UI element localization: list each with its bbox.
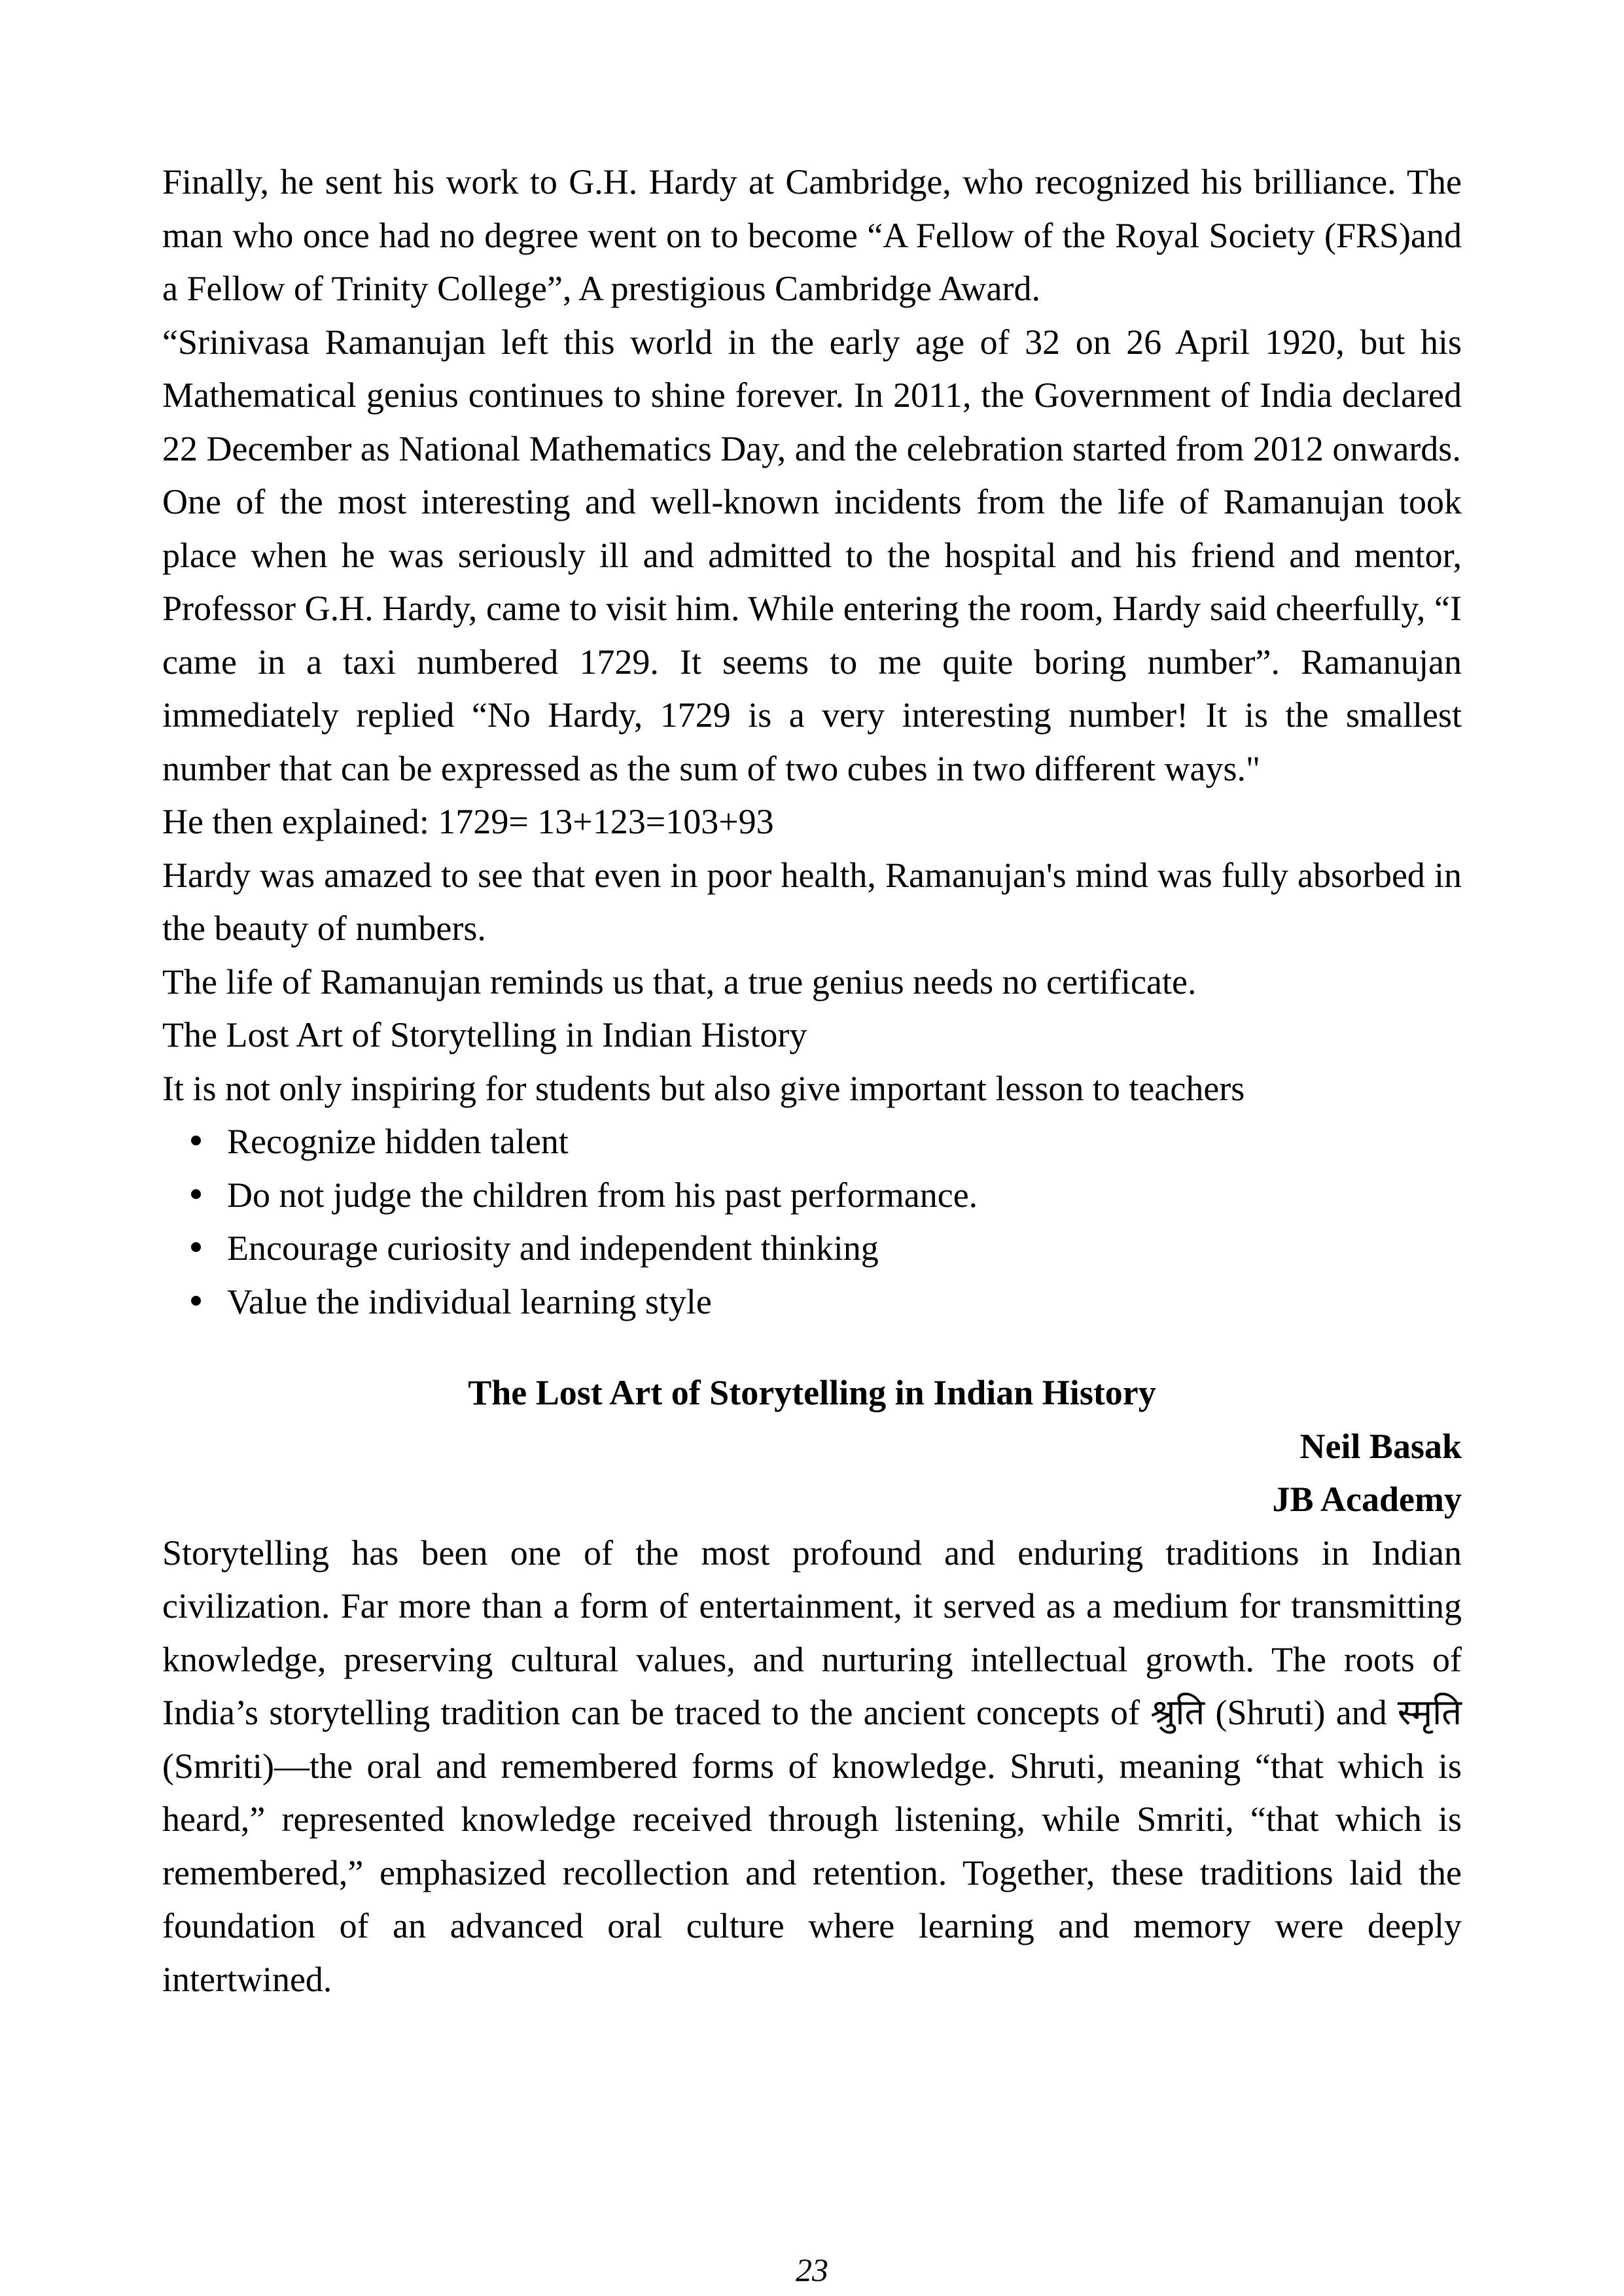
- page-content: [162, 156, 1462, 2006]
- article-body: Storytelling has been one of the most profound and enduring traditions in Indian civilization. Far more than a form of entertainment, it served as a medium for transmitting knowledge, preserving cultural values, and nurturing intellectual growth. The roots of India’s storytelling tradition can be traced to the ancient concepts of श्रुति (Shruti) and स्मृति (Smriti)—the oral and remembered forms of knowledge. Shruti, meaning “that which is heard,” represented knowledge received through listening, while Smriti, “that which is remembered,” emphasized recollection and retention. Together, these traditions laid the foundation of an advanced oral culture where learning and memory were deeply intertwined.: [162, 1533, 1462, 1999]
- paragraph-true-genius: The life of Ramanujan reminds us that, a true genius needs no certificate.: [162, 962, 1197, 1001]
- paragraph-ramanujan-death: “Srinivasa Ramanujan left this world in the early age of 32 on 26 April 1920, but his Mathematical genius continues to shine forever. In 2011, the Government of India declared 22 December as National Mathematics Day, and the celebration started from 2012 onwards.: [162, 322, 1462, 468]
- bullet-icon: [191, 1242, 201, 1252]
- paragraph-lesson-intro: It is not only inspiring for students but also give important lesson to teachers: [162, 1068, 1245, 1108]
- lessons-list: [162, 1115, 1462, 1329]
- bullet-icon: [191, 1296, 201, 1306]
- list-item: Encourage curiosity and independent thinking: [162, 1222, 1462, 1276]
- article-institution: JB Academy: [1272, 1480, 1462, 1519]
- section-spacer: [162, 1329, 1462, 1366]
- paragraph-hardy-cambridge: Finally, he sent his work to G.H. Hardy at Cambridge, who recognized his brilliance. The man who once had no degree went on to become “A Fellow of the Royal Society (FRS)and a Fellow of Trinity College”, A prestigious Cambridge Award.: [162, 162, 1462, 308]
- page-number: 23: [796, 2252, 828, 2288]
- article-author: Neil Basak: [1299, 1426, 1462, 1466]
- list-item: Do not judge the children from his past performance.: [162, 1169, 1462, 1223]
- article-title: The Lost Art of Storytelling in Indian History: [468, 1373, 1156, 1412]
- paragraph-hardy-amazed: Hardy was amazed to see that even in poor health, Ramanujan's mind was fully absorbed in the beauty of numbers.: [162, 855, 1462, 948]
- bullet-icon: [191, 1136, 201, 1145]
- paragraph-taxi-incident: One of the most interesting and well-known incidents from the life of Ramanujan took place when he was seriously ill and admitted to the hospital and his friend and mentor, Professor G.H. Hardy, came to visit him. While entering the room, Hardy said cheerfully, “I came in a taxi numbered 1729. It seems to me quite boring number”. Ramanujan immediately replied “No Hardy, 1729 is a very interesting number! It is the smallest number that can be expressed as the sum of two cubes in two different ways.": [162, 482, 1462, 788]
- paragraph-stray-title: The Lost Art of Storytelling in Indian History: [162, 1015, 807, 1054]
- list-item: Value the individual learning style: [162, 1276, 1462, 1329]
- list-item: Recognize hidden talent: [162, 1115, 1462, 1169]
- paragraph-explanation: He then explained: 1729= 13+123=103+93: [162, 802, 774, 841]
- bullet-icon: [191, 1189, 201, 1199]
